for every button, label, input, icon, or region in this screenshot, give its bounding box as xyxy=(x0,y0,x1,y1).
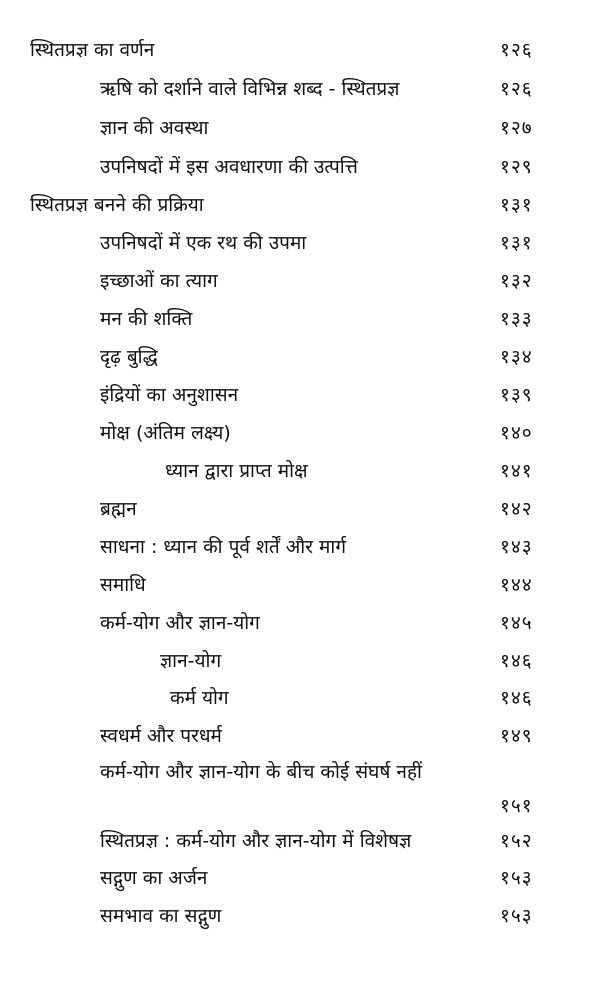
toc-entry-page: १४६ xyxy=(500,687,533,709)
toc-entry-title: स्वधर्म और परधर्म xyxy=(100,725,222,747)
toc-entry-page: १३२ xyxy=(500,270,533,292)
toc-entry-title: उपनिषदों में इस अवधारणा की उत्पत्ति xyxy=(100,156,358,178)
toc-entry-title: उपनिषदों में एक रथ की उपमा xyxy=(100,232,307,254)
toc-entry-title: स्थितप्रज्ञ बनने की प्रक्रिया xyxy=(30,194,204,216)
toc-entry-title: ब्रह्मन xyxy=(100,498,137,520)
toc-entry-page: १५३ xyxy=(500,905,533,927)
toc-entry-page: १२९ xyxy=(500,156,533,178)
toc-entry-title: समभाव का सद्गुण xyxy=(100,905,222,927)
toc-entry-title: स्थितप्रज्ञ का वर्णन xyxy=(30,39,155,61)
toc-entry-page: १३९ xyxy=(500,384,533,406)
toc-entry-title: ध्यान द्वारा प्राप्त मोक्ष xyxy=(165,460,308,482)
toc-entry-page: १३१ xyxy=(500,194,533,216)
toc-entry-page: १५१ xyxy=(500,795,533,817)
toc-entry-title: ऋषि को दर्शाने वाले विभिन्न शब्द - स्थितप्रज्ञ xyxy=(100,78,400,100)
toc-entry-title: ज्ञान की अवस्था xyxy=(100,117,209,139)
toc-entry-page: १३३ xyxy=(500,308,533,330)
toc-entry-title: कर्म योग xyxy=(170,687,229,709)
toc-entry-title: मन की शक्ति xyxy=(100,308,193,330)
toc-entry-page: १४५ xyxy=(500,612,533,634)
toc-entry-title: समाधि xyxy=(100,574,146,596)
toc-entry-title: इच्छाओं का त्याग xyxy=(100,270,218,292)
toc-entry-page: १४२ xyxy=(500,498,533,520)
toc-entry-page: १५३ xyxy=(500,867,533,889)
toc-entry-title: मोक्ष (अंतिम लक्ष्य) xyxy=(100,422,231,444)
toc-entry-title: इंद्रियों का अनुशासन xyxy=(100,384,239,406)
toc-entry-title: दृढ़ बुद्धि xyxy=(100,346,158,368)
toc-entry-title: ज्ञान-योग xyxy=(160,650,222,672)
toc-entry-page: १४३ xyxy=(500,536,533,558)
toc-entry-title: स्थितप्रज्ञ : कर्म-योग और ज्ञान-योग में विशेषज्ञ xyxy=(100,830,412,852)
toc-entry-title: साधना : ध्यान की पूर्व शर्तें और मार्ग xyxy=(100,536,347,558)
toc-entry-title: कर्म-योग और ज्ञान-योग के बीच कोई संघर्ष नहीं xyxy=(100,761,422,783)
toc-entry-title: कर्म-योग और ज्ञान-योग xyxy=(100,612,260,634)
toc-entry-page: १४१ xyxy=(500,460,533,482)
toc-entry-page: १२६ xyxy=(500,78,533,100)
toc-entry-page: १४४ xyxy=(500,574,533,596)
toc-entry-page: १२७ xyxy=(500,117,533,139)
toc-entry-page: १३४ xyxy=(500,346,533,368)
toc-entry-page: १२६ xyxy=(500,39,533,61)
toc-entry-page: १४६ xyxy=(500,650,533,672)
toc-entry-title: सद्गुण का अर्जन xyxy=(100,867,208,889)
toc-entry-page: १३१ xyxy=(500,232,533,254)
toc-entry-page: १५२ xyxy=(500,830,533,852)
toc-entry-page: १४९ xyxy=(500,725,533,747)
toc-entry-page: १४० xyxy=(500,422,533,444)
